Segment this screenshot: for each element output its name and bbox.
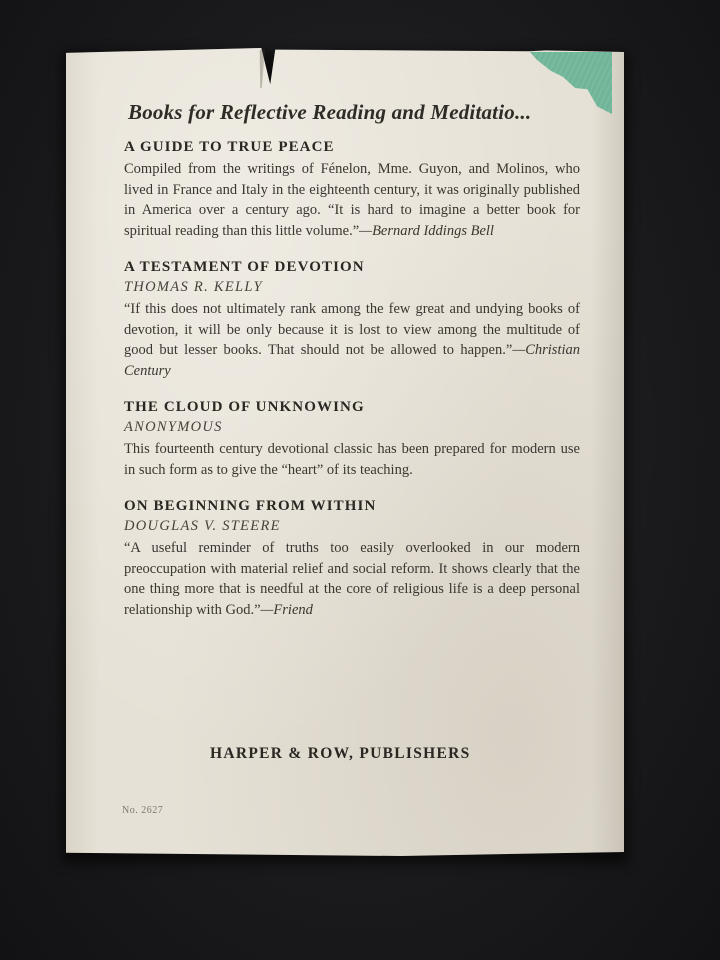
book-title: A TESTAMENT OF DEVOTION — [124, 259, 365, 275]
book-entry-2 — [124, 259, 580, 381]
book-author: ANONYMOUS — [124, 419, 223, 435]
book-entry-3 — [124, 399, 580, 480]
book-title: THE CLOUD OF UNKNOWING — [124, 399, 365, 415]
page-title: Books for Reflective Reading and Meditatio... — [128, 100, 532, 124]
catalog-number: No. 2627 — [122, 805, 164, 816]
book-entry-4 — [124, 498, 580, 620]
book-description: Compiled from the writings of Fénelon, Mme. Guyon, and Molinos, who lived in France and Italy in the eighteenth century, it was originally published in America over a century ago. “It is hard to imagine a better book for spiritual reading than this little volume.”—Bernard Iddings Bell — [124, 161, 580, 239]
book-entry-1 — [124, 139, 580, 241]
book-title: A GUIDE TO TRUE PEACE — [124, 139, 335, 155]
book-description: This fourteenth century devotional classic has been prepared for modern use in such form as to give the “heart” of its teaching. — [124, 441, 580, 478]
book-author: THOMAS R. KELLY — [124, 279, 263, 295]
book-title: ON BEGINNING FROM WITHIN — [124, 498, 377, 514]
book-attribution: —Friend — [260, 601, 313, 618]
publisher-name: HARPER & ROW, PUBLISHERS — [210, 745, 471, 762]
book-description: “A useful reminder of truths too easily overlooked in our modern preoccupation with material relief and social reform. It shows clearly that the one thing more that is needful at the core of religious life is a deep personal relationship with God.”—Friend — [124, 540, 580, 618]
book-attribution: —Bernard Iddings Bell — [359, 222, 494, 239]
book-description: “If this does not ultimately rank among the few great and undying books of devotion, it will be only because it is lost to view among the multitude of good but lesser books. That should not be allowed to happen.”—Christian Century — [124, 301, 580, 379]
jacket-text — [124, 100, 580, 638]
book-author: DOUGLAS V. STEERE — [124, 518, 281, 534]
book-attribution: —Christian Century — [124, 342, 580, 379]
